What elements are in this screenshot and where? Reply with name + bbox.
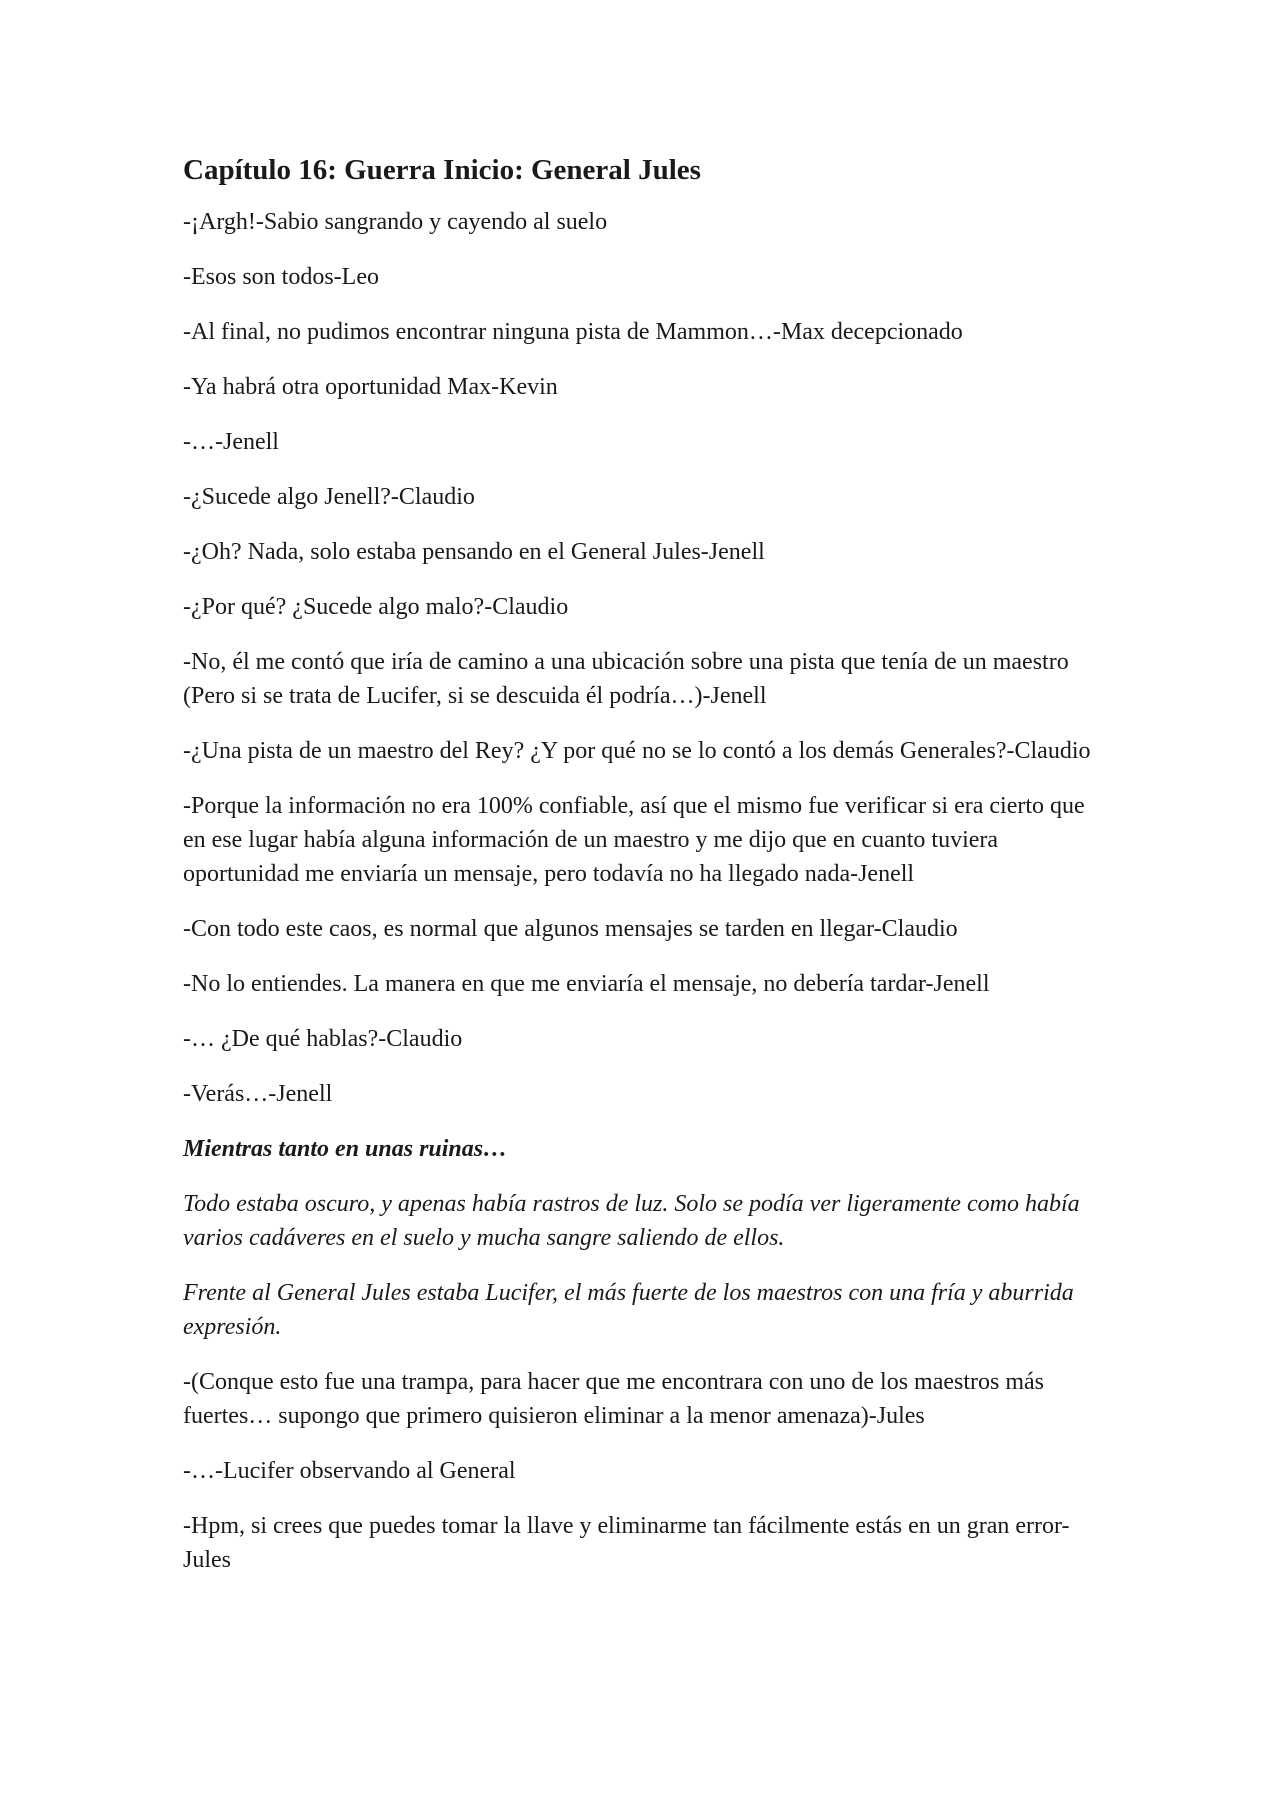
narration-paragraph: Frente al General Jules estaba Lucifer, el más fuerte de los maestros con una fría y aburrida expresión. (183, 1280, 1074, 1340)
paragraph: -No, él me contó que iría de camino a una ubicación sobre una pista que tenía de un maestro (Pero si se trata de Lucifer, si se descuida él podría…)-Jenell (183, 649, 1069, 709)
paragraph: -… ¿De qué hablas?-Claudio (183, 1026, 463, 1052)
paragraph: -Al final, no pudimos encontrar ninguna pista de Mammon…-Max decepcionado (183, 319, 963, 345)
paragraph: -Verás…-Jenell (183, 1081, 333, 1107)
paragraph: -Esos son todos-Leo (183, 264, 379, 290)
chapter-title: Capítulo 16: Guerra Inicio: General Jules (183, 154, 701, 186)
paragraph: -Ya habrá otra oportunidad Max-Kevin (183, 374, 558, 400)
paragraph: -…-Lucifer observando al General (183, 1458, 516, 1484)
paragraph: -Porque la información no era 100% confiable, así que el mismo fue verificar si era cierto que en ese lugar había alguna información de un maestro y me dijo que en cuanto tuviera oportunidad me enviaría un mensaje, pero todavía no ha llegado nada-Jenell (183, 793, 1085, 887)
narration-paragraph: Todo estaba oscuro, y apenas había rastros de luz. Solo se podía ver ligeramente como había varios cadáveres en el suelo y mucha sangre saliendo de ellos. (183, 1191, 1080, 1251)
paragraph: -¡Argh!-Sabio sangrando y cayendo al suelo (183, 209, 608, 235)
paragraph: -…-Jenell (183, 429, 279, 455)
paragraph: -Hpm, si crees que puedes tomar la llave y eliminarme tan fácilmente estás en un gran error-Jules (183, 1513, 1070, 1573)
document-page (183, 152, 1103, 1598)
scene-heading: Mientras tanto en unas ruinas… (183, 1136, 508, 1162)
paragraph: -(Conque esto fue una trampa, para hacer que me encontrara con uno de los maestros más fuertes… supongo que primero quisieron eliminar a la menor amenaza)-Jules (183, 1369, 1044, 1429)
paragraph: -¿Oh? Nada, solo estaba pensando en el General Jules-Jenell (183, 539, 765, 565)
paragraph: -No lo entiendes. La manera en que me enviaría el mensaje, no debería tardar-Jenell (183, 971, 990, 997)
paragraph: -¿Sucede algo Jenell?-Claudio (183, 484, 475, 510)
paragraph: -Con todo este caos, es normal que algunos mensajes se tarden en llegar-Claudio (183, 916, 958, 942)
paragraph: -¿Por qué? ¿Sucede algo malo?-Claudio (183, 594, 569, 620)
paragraph: -¿Una pista de un maestro del Rey? ¿Y por qué no se lo contó a los demás Generales?-Claudio (183, 738, 1091, 764)
